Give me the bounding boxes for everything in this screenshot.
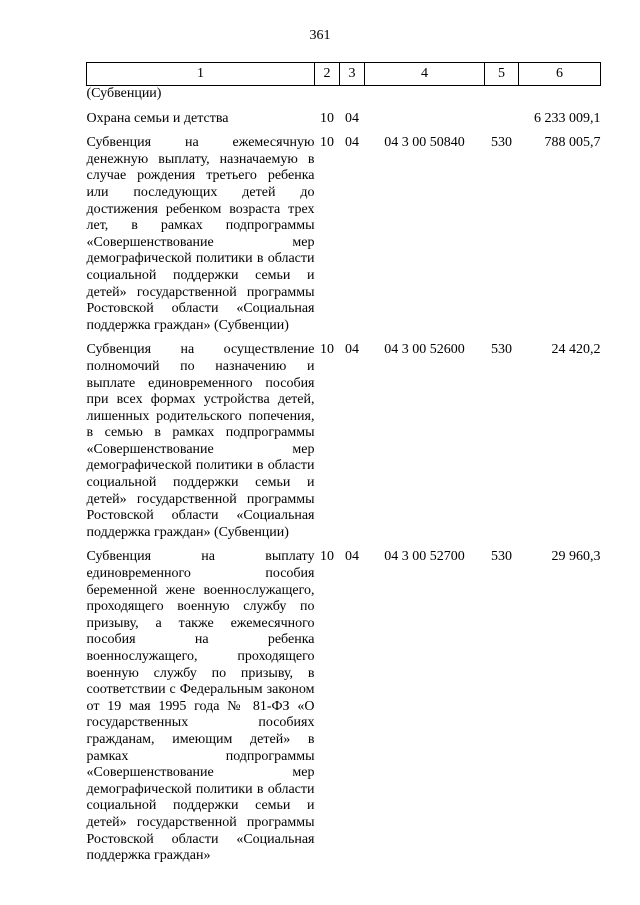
header-cell: 2 bbox=[315, 63, 340, 86]
row-target-article: 04 3 00 52700 bbox=[384, 549, 465, 565]
table-row bbox=[87, 111, 601, 128]
row-amount bbox=[519, 86, 601, 103]
row-expense-type: 530 bbox=[491, 342, 512, 358]
page-number: 361 bbox=[309, 28, 331, 43]
row-subsection: 04 bbox=[345, 110, 359, 126]
row-name: Субвенция на выплату единовременного пособия беременной жене военнослужащего, проходящего военную службу по призыву, а также ежемесячного пособия на ребенка военнослужащего, проходящего военную службу по призыву, в соответствии с Федеральным законом от 19 мая 1995 года № 81-ФЗ «О государственных пособиях гражданам, имеющим детей» в рамках подпрограммы «Совершенствование мер демографической политики в области социальной поддержки семьи и детей» государственной программы Ростовской области «Социальная поддержка граждан» bbox=[86, 549, 315, 864]
table-row bbox=[87, 86, 601, 103]
row-target-article: 04 3 00 52600 bbox=[384, 342, 465, 358]
row-amount: 29 960,3 bbox=[551, 549, 601, 565]
header-cell: 3 bbox=[340, 63, 365, 86]
row-name: Охрана семьи и детства bbox=[86, 110, 229, 126]
row-subsection: 04 bbox=[345, 549, 359, 565]
row-name: Субвенция на ежемесячную денежную выплату, назначаемую в случае рождения третьего ребенка или последующих детей до достижения ребенком возраста трех лет, в рамках подпрограммы «Совершенствование мер демографической политики в области социальной поддержки семьи и детей» государственной программы Ростовской области «Социальная поддержка граждан» (Субвенции) bbox=[86, 135, 315, 333]
row-section: 10 bbox=[320, 110, 334, 126]
table-row bbox=[87, 135, 601, 334]
row-target-article bbox=[365, 111, 485, 128]
row-subsection bbox=[340, 86, 365, 103]
row-expense-type: 530 bbox=[491, 549, 512, 565]
row-section: 10 bbox=[320, 342, 334, 358]
row-amount: 788 005,7 bbox=[544, 135, 601, 151]
header-row bbox=[87, 63, 601, 86]
row-expense-type bbox=[485, 86, 519, 103]
header-cell: 1 bbox=[87, 63, 315, 86]
table-row bbox=[87, 549, 601, 864]
table-row bbox=[87, 342, 601, 541]
row-amount: 6 233 009,1 bbox=[534, 110, 601, 126]
row-name: Субвенция на осуществление полномочий по назначению и выплате единовременного пособия при всех формах устройства детей, лишенных родительского попечения, в семью в рамках подпрограммы «Совершенствование мер демографической политики в области социальной поддержки семьи и детей» государственной программы Ростовской области «Социальная поддержка граждан» (Субвенции) bbox=[86, 342, 315, 540]
row-section: 10 bbox=[320, 135, 334, 151]
budget-table bbox=[86, 62, 601, 865]
row-target-article bbox=[365, 86, 485, 103]
row-expense-type: 530 bbox=[491, 135, 512, 151]
row-name: (Субвенции) bbox=[86, 86, 162, 101]
row-subsection: 04 bbox=[345, 342, 359, 358]
row-section: 10 bbox=[320, 549, 334, 565]
row-section bbox=[315, 86, 340, 103]
header-cell: 6 bbox=[519, 63, 601, 86]
header-cell: 4 bbox=[365, 63, 485, 86]
row-subsection: 04 bbox=[345, 135, 359, 151]
row-target-article: 04 3 00 50840 bbox=[384, 135, 465, 151]
row-expense-type bbox=[485, 111, 519, 128]
header-cell: 5 bbox=[485, 63, 519, 86]
row-amount: 24 420,2 bbox=[551, 342, 601, 358]
